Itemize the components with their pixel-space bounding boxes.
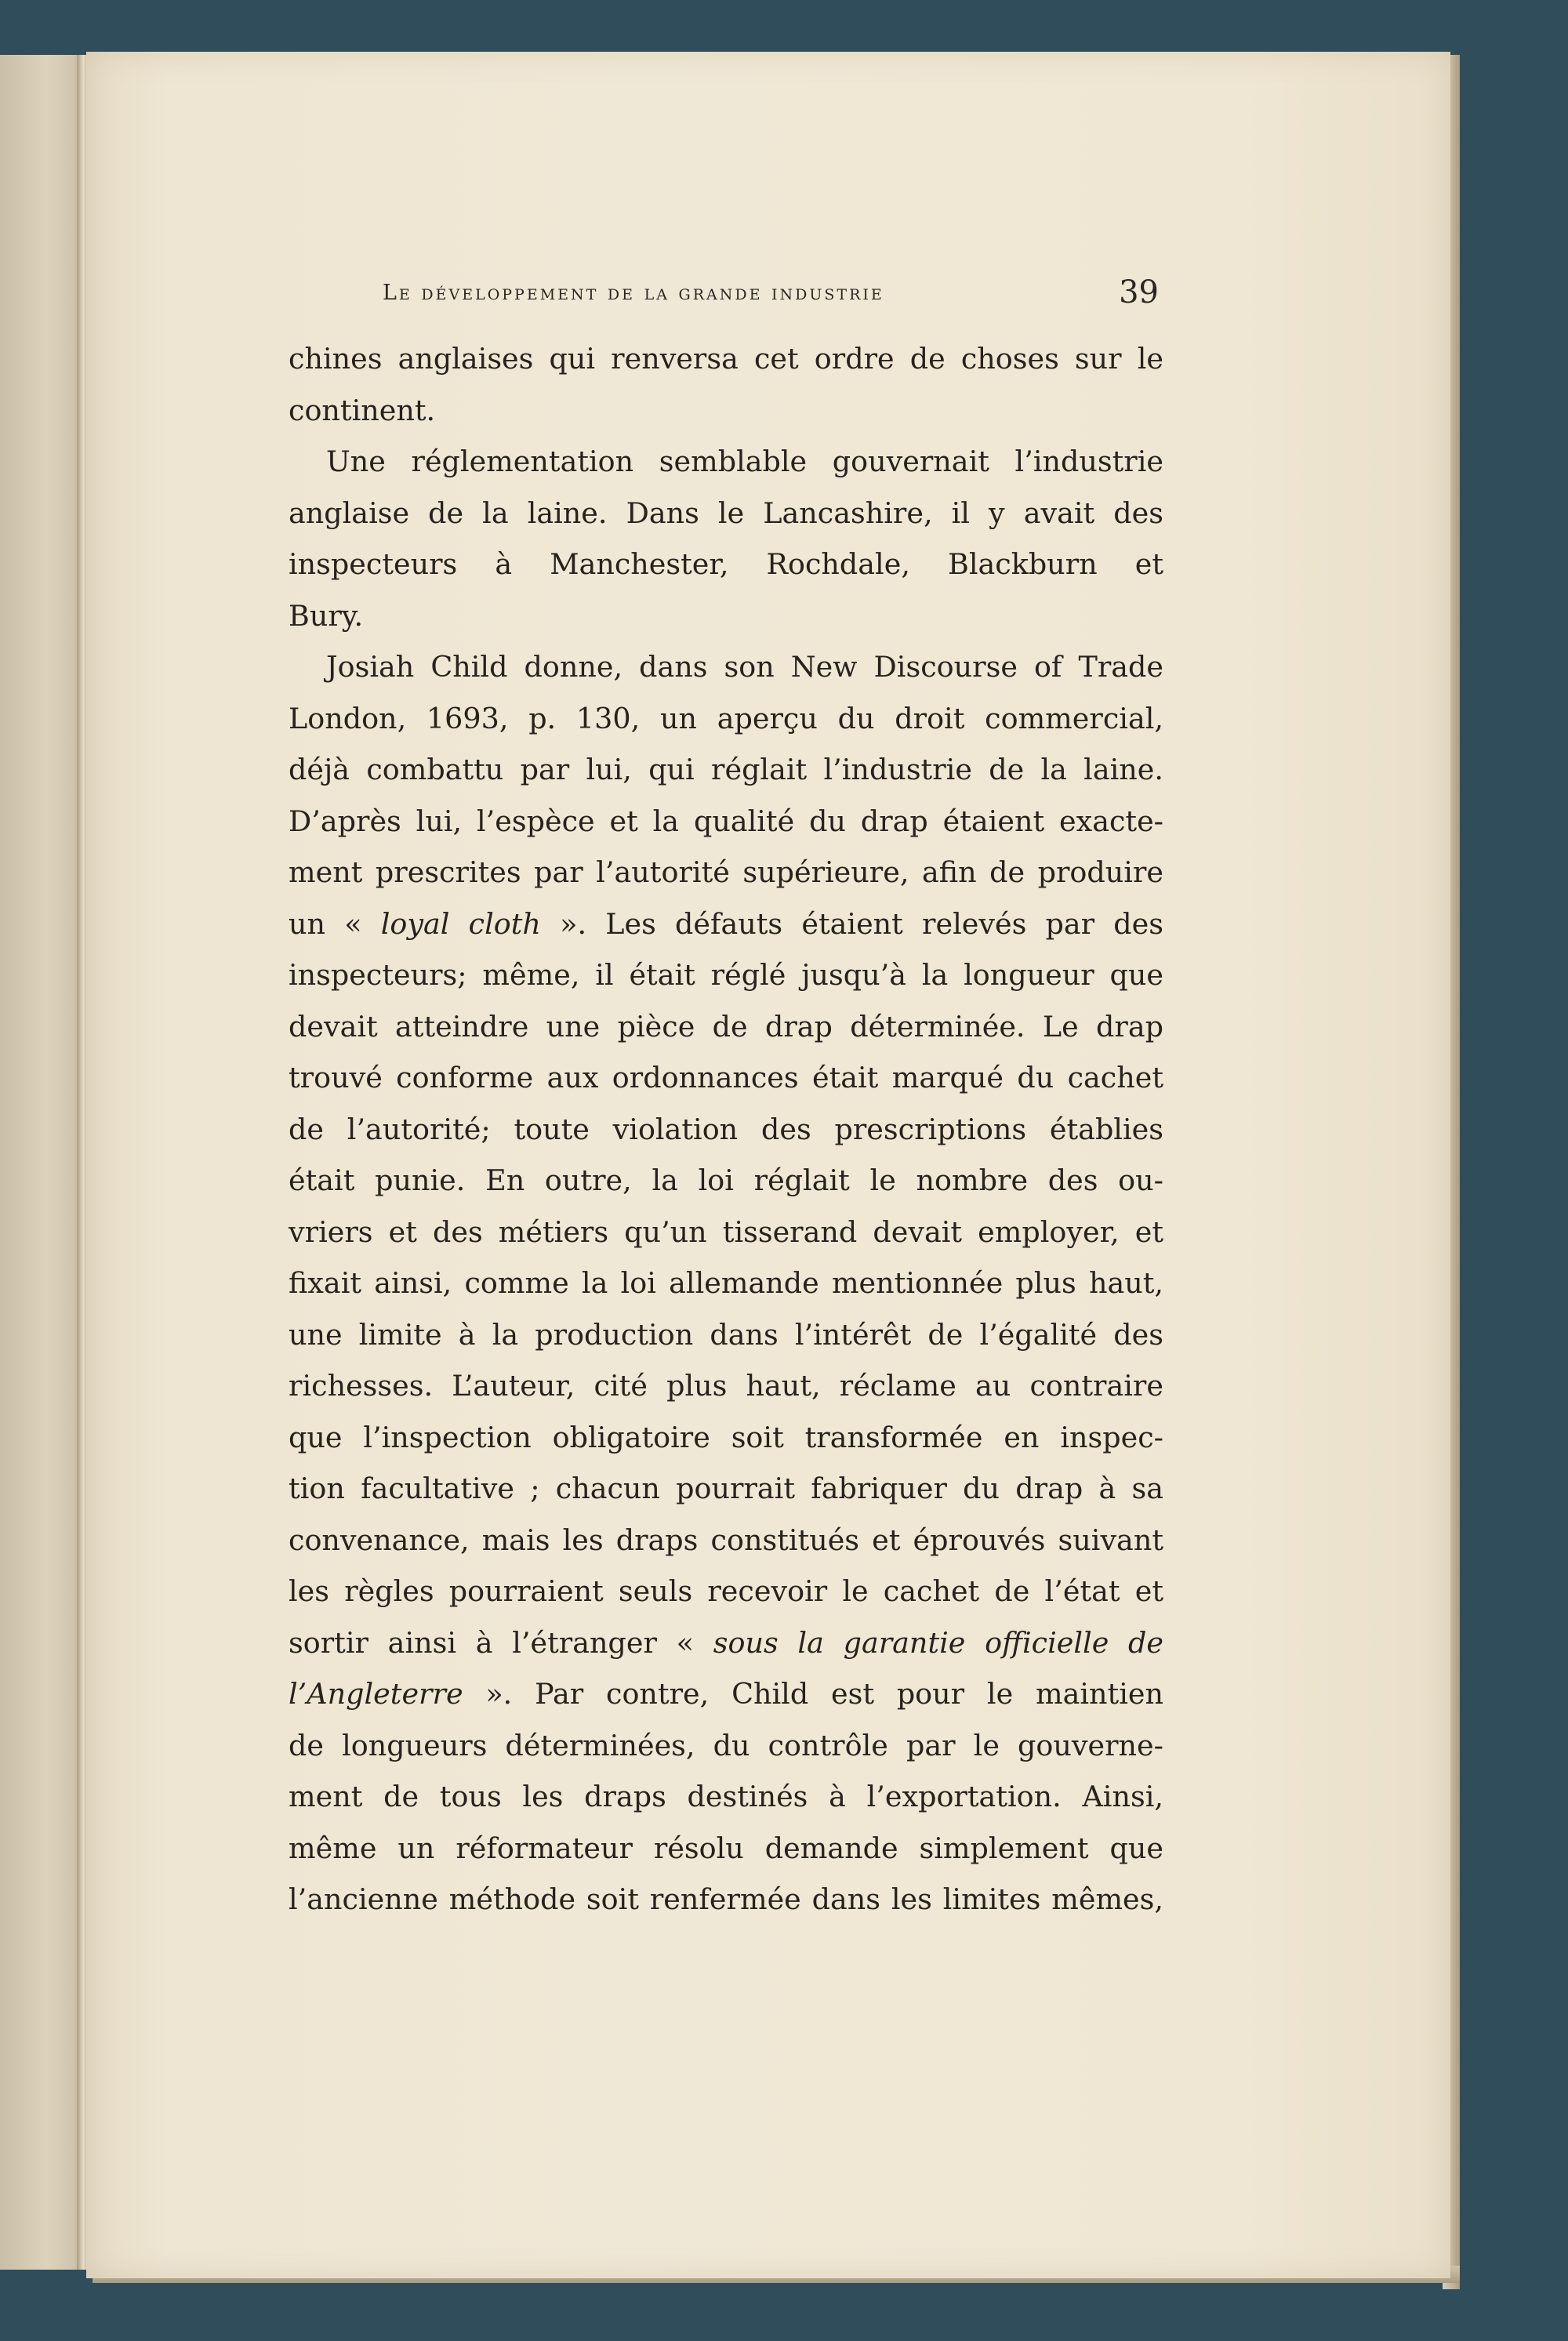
- text-line: devait atteindre une pièce de drap déterminée. Le drap: [289, 1009, 1163, 1043]
- text-line: ment de tous les draps destinés à l’exportation. Ainsi,: [289, 1780, 1163, 1813]
- text-line: [289, 898, 1163, 950]
- running-head: [383, 274, 1159, 314]
- text-line: de longueurs déterminées, du contrôle par le gouverne-: [289, 1728, 1163, 1762]
- text-line: l’ancienne méthode soit renfermée dans les limites mêmes,: [289, 1882, 1163, 1916]
- text-line: inspecteurs; même, il était réglé jusqu’à la longueur que: [289, 958, 1163, 992]
- text-line: que l’inspection obligatoire soit transformée en inspec-: [289, 1420, 1163, 1454]
- text-line: Josiah Child donne, dans son New Discourse of Trade: [326, 650, 1163, 684]
- text-line: les règles pourraient seuls recevoir le cachet de l’état et: [289, 1574, 1163, 1608]
- text-line: Une réglementation semblable gouvernait l’industrie: [326, 445, 1163, 478]
- text-line: trouvé conforme aux ordonnances était marqué du cachet: [289, 1061, 1163, 1094]
- text-line: tion facultative ; chacun pourrait fabriquer du drap à sa: [289, 1472, 1163, 1505]
- text-line: même un réformateur résolu demande simplement que: [289, 1831, 1163, 1865]
- text-line: D’après lui, l’espèce et la qualité du drap étaient exacte-: [289, 804, 1163, 838]
- text-run: ». Les défauts étaient relevés par des: [540, 906, 1163, 941]
- text-line: Bury.: [289, 598, 364, 633]
- text-line: vriers et des métiers qu’un tisserand devait employer, et: [289, 1214, 1163, 1249]
- text-line: chines anglaises qui renversa cet ordre de choses sur le: [289, 342, 1163, 376]
- text-line: convenance, mais les draps constitués et éprouvés suivant: [289, 1523, 1163, 1557]
- text-line: ment prescrites par l’autorité supérieure, afin de produire: [289, 855, 1163, 889]
- text-line: anglaise de la laine. Dans le Lancashire, il y avait des: [289, 495, 1163, 530]
- text-line: de l’autorité; toute violation des prescriptions établies: [289, 1112, 1163, 1146]
- text-line: continent.: [289, 393, 436, 427]
- text-line: inspecteurs à Manchester, Rochdale, Blackburn et: [289, 547, 1163, 581]
- running-title: Le développement de la grande industrie: [383, 281, 884, 305]
- text-run: sortir ainsi à l’étranger «: [289, 1625, 713, 1660]
- text-line: déjà combattu par lui, qui réglait l’industrie de la laine.: [289, 753, 1163, 786]
- italic-text: loyal cloth: [380, 906, 541, 941]
- text-line: [289, 1617, 1163, 1669]
- text-line: était punie. En outre, la loi réglait le nombre des ou-: [289, 1163, 1163, 1197]
- text-line: fixait ainsi, comme la loi allemande mentionnée plus haut,: [289, 1266, 1163, 1300]
- previous-page-edge: [0, 55, 86, 2270]
- text-line: richesses. L’auteur, cité plus haut, réclame au contraire: [289, 1369, 1163, 1403]
- page-number: 39: [1119, 274, 1159, 310]
- body-text: [289, 333, 1163, 1925]
- text-line: London, 1693, p. 130, un aperçu du droit commercial,: [289, 701, 1163, 735]
- italic-text: l’Angleterre: [289, 1677, 463, 1711]
- text-line: [289, 1668, 1163, 1720]
- text-run: ». Par contre, Child est pour le maintien: [463, 1677, 1163, 1711]
- text-line: une limite à la production dans l’intérêt de l’égalité des: [289, 1317, 1163, 1352]
- text-run: un «: [289, 906, 381, 941]
- italic-text: sous la garantie officielle de: [713, 1625, 1163, 1660]
